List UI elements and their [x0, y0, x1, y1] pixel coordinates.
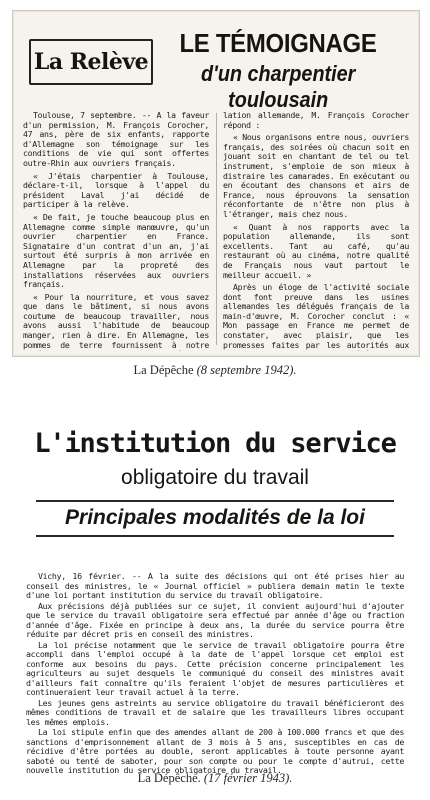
article-column-left	[23, 111, 209, 351]
paragraph: « Nous organisons entre nous, ouvriers français, des soirées où chacun soit en jouant soit en chantant de tel ou tel instrument, s'emploie de son mieux à distraire les camarades. En exécutant ou en écoutant des chansons et airs de France, nous éprouvons la sensation réconfortante de n'être non plus à l'étranger, mais chez nous.	[223, 132, 409, 219]
caption-date: (17 février 1943).	[203, 771, 293, 785]
paragraph: Après un éloge de l'activité sociale dont font preuve dans les usines allemandes les délégués français de la main-d'œuvre, M. Corocher conclut : « Mon passage en France me permet de constater, avec plaisir, que les promesses faites par les autorités aux	[223, 282, 409, 350]
logo-text: La Relève	[33, 49, 149, 75]
caption-date: (8 septembre 1942).	[196, 363, 297, 377]
article-body	[23, 111, 413, 351]
paragraph: Les jeunes gens astreints au service obligatoire du travail bénéficieront des mêmes conditions de travail et de salaire que les travailleurs libres occupant les mêmes emplois.	[26, 697, 404, 727]
paragraph: Toulouse, 7 septembre. -- A la faveur d'un permission, M. François Corocher, 47 ans, père de six enfants, rapporte d'Allemagne son témoignage sur les conditions de vie qui sont offertes outre-Rhin aux ouvriers français.	[23, 111, 209, 168]
article-headline: LE TÉMOIGNAGE	[179, 28, 377, 58]
column-divider	[216, 113, 217, 345]
paragraph: Vichy, 16 février. -- A la suite des décisions qui ont été prises hier au conseil des ministres, le « Journal officiel » publiera demain matin le texte d'une loi portant institution du service du travail obligatoire.	[26, 571, 404, 600]
caption-source: La Dépêche	[133, 363, 194, 377]
paragraph: « Quant à nos rapports avec la population allemande, ils sont excellents. Tant au café, qu'au restaurant où au cinéma, notre qualité de Français nous vaut partout le meilleur accueil. »	[223, 221, 409, 280]
caption-source: La Dépêche.	[137, 771, 201, 785]
article-headline: L'institution du service	[34, 428, 396, 459]
paragraph: La loi stipule enfin que des amendes allant de 200 à 100.000 francs et que des sanctions d'emprisonnement allant de 3 mois à 5 ans, susceptibles en cas de récidive d'être portées au double, seront applicables à toute personne ayant saboté ou tenté de saboter, pour son compte ou pour le compte d'autrui, cette nouvelle institution du service obligatoire du travail.	[26, 727, 404, 775]
article-body	[26, 572, 404, 777]
paragraph: « J'étais charpentier à Toulouse, déclare-t-il, lorsque à l'appel du président Laval j'ai décidé de participer à la relève.	[23, 170, 209, 210]
paragraph: Aux précisions déjà publiées sur ce sujet, il convient aujourd'hui d'ajouter que le service du travail obligatoire sera effectué par année d'âge ou fraction d'année d'âge. Fixée en principe à deux ans, la durée du service pourra être réduite par décret pris en conseil des ministres.	[26, 600, 404, 639]
paragraph: « Pour la nourriture, et vous savez que dans le bâtiment, si nous avons coutume de beaucoup travailler, nous avons aussi l'habitude de beaucoup manger, rien à dire. En Allemagne, les pommes de terre fournissent à notre	[23, 291, 209, 350]
article-column-right	[223, 111, 409, 351]
newspaper-clipping-releve	[12, 10, 420, 357]
article-subheadline: obligatoire du travail	[121, 466, 309, 489]
paragraph: La loi précise notamment que le service de travail obligatoire pourra être accompli dans l'emploi occupé à la date de l'appel lorsque cet emploi est conforme aux besoins du pays. Cette précision concerne principalement les agriculteurs au sujet desquels le communiqué du conseil des ministres avait d'ailleurs fait connaître qu'ils feraient l'objet de mesures particulières et continueraient leur travail actuel à la terre.	[26, 639, 404, 697]
clipping-caption	[0, 363, 430, 378]
clipping-caption	[0, 771, 430, 786]
rule-line	[36, 500, 394, 502]
rule-line	[36, 535, 394, 537]
section-heading: Principales modalités de la loi	[65, 506, 365, 529]
paragraph: « De fait, je touche beaucoup plus en Allemagne comme simple manœuvre, qu'un ouvrier charpentier en France. Signataire d'un contrat d'un an, j'ai surtout été surpris à mon arrivée en Allemagne par la propreté des installations réservées aux ouvriers français.	[23, 211, 209, 290]
article-subheadline: d'un charpentier toulousain	[201, 61, 356, 112]
paragraph: lation allemande, M. François Corocher répond :	[223, 111, 409, 130]
clipping-header	[13, 11, 419, 112]
newspaper-clipping-sto	[10, 388, 420, 775]
la-releve-logo	[29, 39, 153, 85]
